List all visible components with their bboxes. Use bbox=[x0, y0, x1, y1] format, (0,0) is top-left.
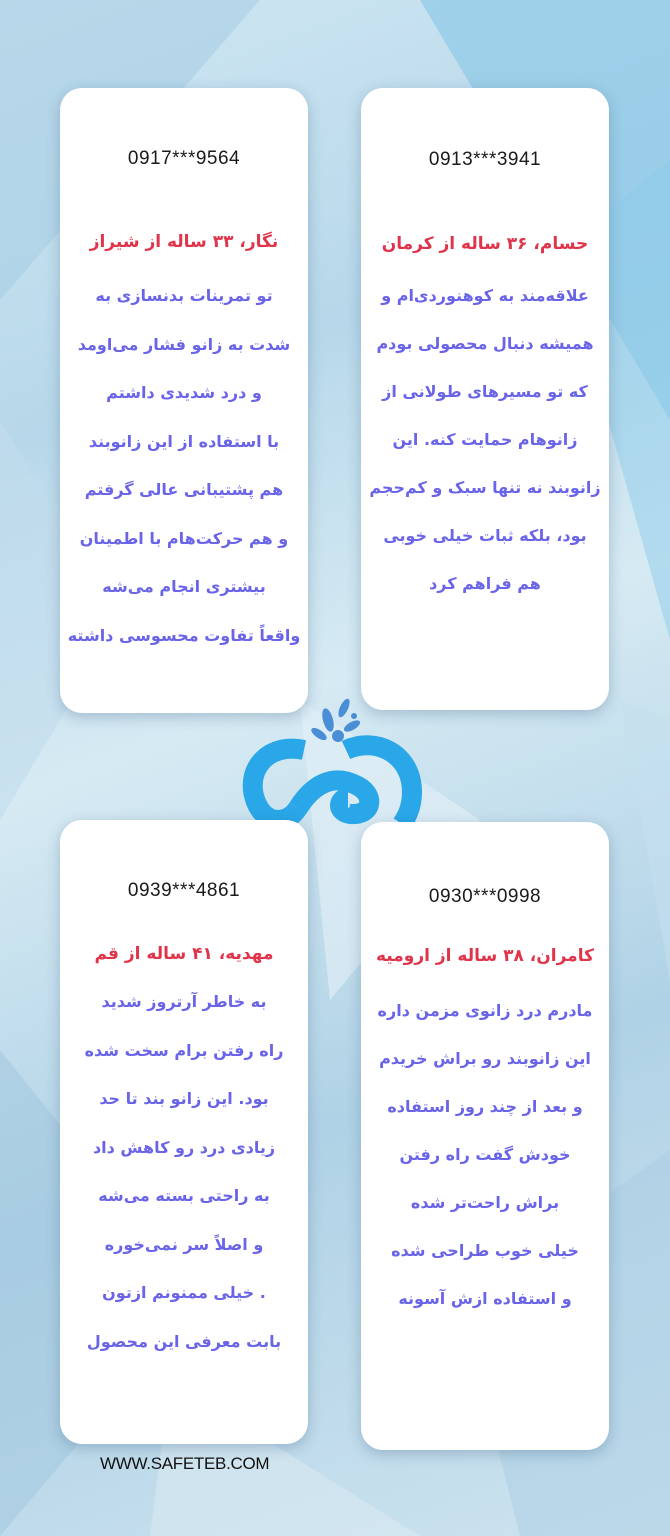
text-line: براش راحت‌تر شده bbox=[410, 1193, 560, 1212]
testimonial-text bbox=[361, 272, 609, 608]
website-url[interactable]: WWW.SAFETEB.COM bbox=[100, 1454, 270, 1473]
text-line: علاقه‌مند به کوهنوردی‌ام و bbox=[381, 286, 589, 305]
text-line: . خیلی ممنونم ازتون bbox=[102, 1283, 266, 1302]
testimonial-card-hesam bbox=[361, 88, 609, 710]
customer-name: حسام، ۳۶ ساله از کرمان bbox=[381, 234, 589, 254]
text-line: خیلی خوب طراحی شده bbox=[391, 1241, 579, 1260]
testimonial-card-negar bbox=[60, 88, 308, 713]
text-line: همیشه دنبال محصولی بودم bbox=[376, 334, 594, 353]
text-line: هم فراهم کرد bbox=[429, 574, 541, 593]
text-line: شدت به زانو فشار می‌اومد bbox=[77, 334, 291, 354]
phone-number: 0913***3941 bbox=[428, 149, 542, 170]
text-line: و بعد از چند روز استفاده bbox=[387, 1097, 583, 1116]
phone-number: 0939***4861 bbox=[127, 880, 241, 901]
text-line: زانوبند نه تنها سبک و کم‌حجم bbox=[369, 478, 601, 497]
text-line: واقعاً تفاوت محسوسی داشته bbox=[67, 625, 301, 645]
testimonial-text bbox=[60, 978, 308, 1366]
testimonial-text bbox=[60, 272, 308, 660]
text-line: هم پشتیبانی عالی گرفتم bbox=[84, 480, 284, 499]
testimonial-text bbox=[361, 987, 609, 1323]
text-line: و اصلاً سر نمی‌خوره bbox=[104, 1234, 264, 1254]
text-line: و استفاده ازش آسونه bbox=[398, 1289, 572, 1308]
phone-number: 0930***0998 bbox=[428, 886, 542, 907]
text-line: به خاطر آرتروز شدید bbox=[101, 992, 267, 1011]
text-line: زیادی درد رو کاهش داد bbox=[92, 1137, 276, 1157]
text-line: بیشتری انجام می‌شه bbox=[102, 577, 266, 596]
text-line: با استفاده از این زانوبند bbox=[88, 431, 280, 451]
customer-name: مهدیه، ۴۱ ساله از قم bbox=[94, 944, 274, 964]
text-line: و هم حرکت‌هام با اطمینان bbox=[79, 528, 289, 548]
text-line: راه رفتن برام سخت شده bbox=[84, 1040, 284, 1060]
text-line: این زانوبند رو براش خریدم bbox=[379, 1049, 591, 1068]
text-line: و درد شدیدی داشتم bbox=[106, 383, 262, 402]
customer-name: نگار، ۳۳ ساله از شیراز bbox=[89, 232, 279, 252]
text-line: زانوهام حمایت کنه. این bbox=[392, 430, 578, 449]
customer-name: کامران، ۳۸ ساله از ارومیه bbox=[376, 946, 594, 966]
testimonial-card-kamran bbox=[361, 822, 609, 1450]
text-line: مادرم درد زانوی مزمن داره bbox=[377, 1001, 593, 1020]
text-line: خودش گفت راه رفتن bbox=[399, 1145, 571, 1164]
testimonial-card-mahdieh bbox=[60, 820, 308, 1444]
text-line: بابت معرفی این محصول bbox=[86, 1331, 282, 1351]
text-line: به راحتی بسته می‌شه bbox=[98, 1186, 270, 1205]
text-line: بود، بلکه ثبات خیلی خوبی bbox=[383, 526, 587, 545]
text-line: تو تمرینات بدنسازی به bbox=[95, 286, 273, 305]
text-line: بود. این زانو بند تا حد bbox=[99, 1089, 269, 1108]
phone-number: 0917***9564 bbox=[127, 148, 241, 169]
text-line: که تو مسیرهای طولانی از bbox=[382, 382, 588, 401]
